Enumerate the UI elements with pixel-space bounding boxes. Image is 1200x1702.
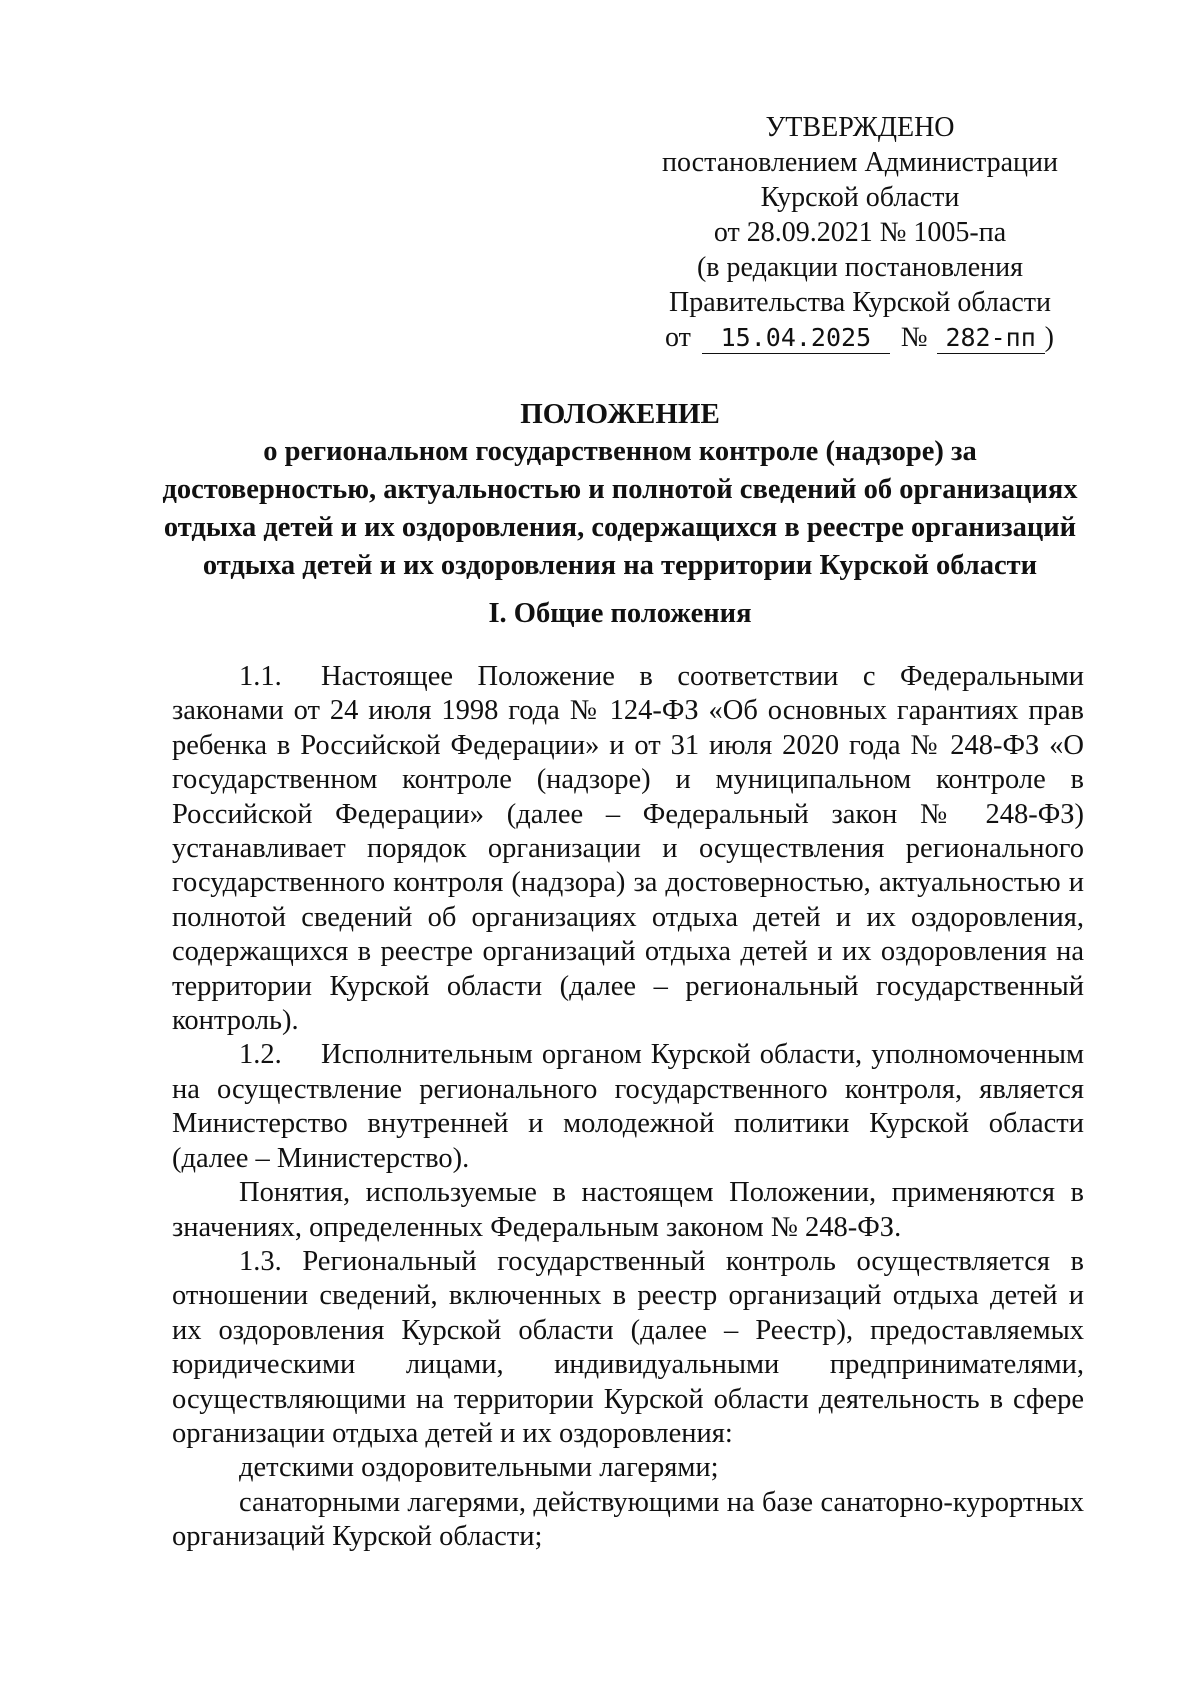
approval-stamp — [640, 110, 1080, 355]
paragraph-1-2 — [172, 1038, 1084, 1176]
approval-line: (в редакции постановления — [696, 252, 1024, 283]
paragraph-number: 1.1. — [239, 661, 282, 692]
document-body — [172, 660, 1084, 1555]
approval-line: постановлением Администрации — [662, 147, 1058, 178]
approval-date-field: 15.04.2025 — [702, 323, 890, 354]
approval-date-line — [640, 320, 1080, 355]
paragraph-text: Понятия, используемые в настоящем Положении, применяются в значениях, определенных Федеральным законом № 248-ФЗ. — [172, 1177, 1084, 1243]
closing-paren: ) — [1044, 322, 1054, 353]
paragraph-definitions — [172, 1176, 1084, 1245]
paragraph-number: 1.2. — [239, 1039, 282, 1071]
approval-heading: УТВЕРЖДЕНО — [765, 112, 955, 143]
paragraph-text: детскими оздоровительными лагерями; — [239, 1452, 719, 1484]
approval-line: Правительства Курской области — [669, 287, 1051, 318]
approval-number-field: 282-пп — [937, 323, 1045, 354]
paragraph-text: Настоящее Положение в соответствии с Федеральными законами от 24 июля 1998 года № 124-ФЗ «Об основных гарантиях прав ребенка в Российской Федерации» и от 31 июля 2020 года № 248-ФЗ «О государственном контроле (надзоре) и муниципальном контроле в Российской Федерации» (далее – Федеральный закон № 248-ФЗ) устанавливает порядок организации и осуществления регионального государственного контроля (надзора) за достоверностью, актуальностью и полнотой сведений об организациях отдыха детей и их оздоровления, содержащихся в реестре организаций отдыха детей и их оздоровления на территории Курской области (далее – региональный государственный контроль). — [172, 661, 1084, 1037]
approval-line: от 28.09.2021 № 1005-па — [713, 217, 1007, 248]
title-line: о региональном государственном контроле (надзоре) за — [263, 436, 977, 467]
title-heading: ПОЛОЖЕНИЕ — [520, 398, 720, 430]
title-line: отдыха детей и их оздоровления на территории Курской области — [202, 550, 1038, 581]
section-heading: I. Общие положения — [488, 598, 752, 629]
paragraph-1-1 — [172, 660, 1084, 1038]
paragraph-text: санаторными лагерями, действующими на базе санаторно-курортных организаций Курской области; — [172, 1486, 1084, 1553]
paragraph-1-3 — [172, 1245, 1084, 1451]
title-line: отдыха детей и их оздоровления, содержащихся в реестре организаций — [163, 512, 1077, 543]
paragraph-text: Исполнительным органом Курской области, уполномоченным на осуществление регионального государственного контроля, является Министерство внутренней и молодежной политики Курской области (далее – Министерство). — [172, 1039, 1084, 1174]
list-item — [172, 1451, 1084, 1485]
approval-line: Курской области — [760, 182, 960, 213]
title-line: достоверностью, актуальностью и полнотой сведений об организациях — [162, 474, 1078, 505]
date-prefix: от — [665, 322, 691, 353]
paragraph-text: 1.3. Региональный государственный контроль осуществляется в отношении сведений, включенных в реестр организаций отдыха детей и их оздоровления Курской области (далее – Реестр), предоставляемых юридическими лицами, индивидуальными предпринимателями, осуществляющими на территории Курской области деятельность в сфере организации отдыха детей и их оздоровления: — [172, 1245, 1084, 1449]
number-sign: № — [900, 322, 928, 353]
list-item — [172, 1486, 1084, 1555]
document-title — [120, 395, 1120, 585]
